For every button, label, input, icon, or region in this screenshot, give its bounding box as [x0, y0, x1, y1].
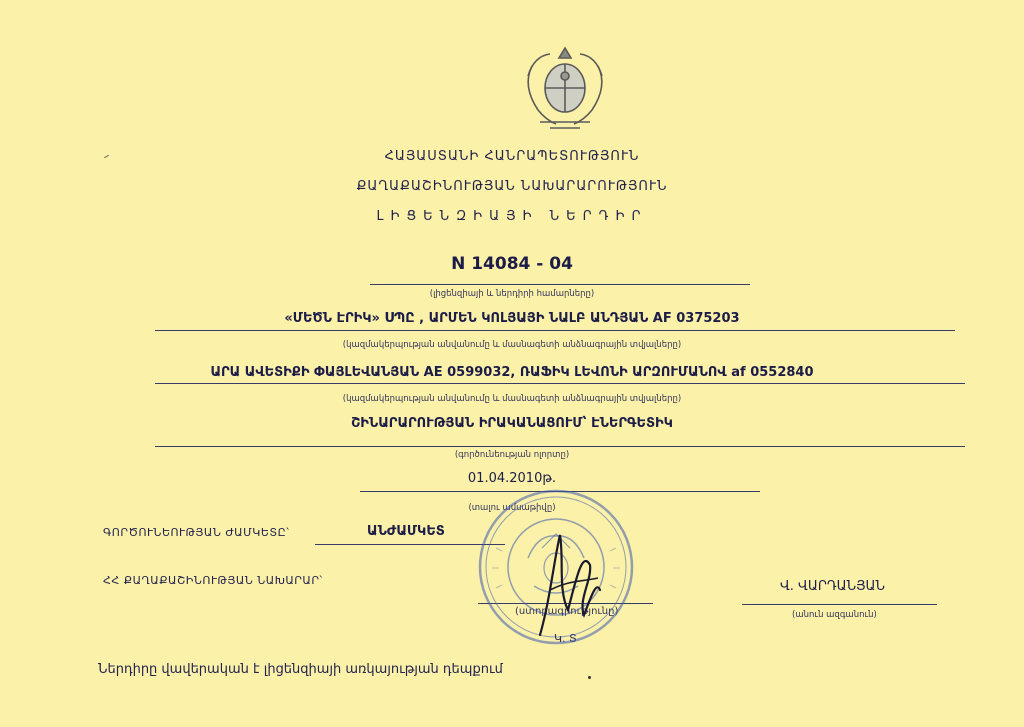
signature-caption: (ստորագրությունը)	[515, 606, 619, 617]
minister-name: Վ. ՎԱՐԴԱՆՅԱՆ	[780, 579, 885, 594]
activity-caption: (գործունեության ոլորտը)	[454, 450, 570, 460]
header-doc-type: ԼԻՑԵՆԶԻԱՅԻ ՆԵՐԴԻՐ	[376, 209, 648, 224]
holder-value: «ՄԵԾՆ ԷՐԻԿ» ՍՊԸ , ԱՐՄԵՆ ԿՈԼՅԱՅԻ ՆԱԼԲ ԱՆԴՅԱՆ AF 0375203	[284, 311, 740, 326]
issue-date-caption: (տալու ամսաթիվը)	[468, 503, 556, 513]
seal-mark: Կ. Տ	[554, 632, 577, 645]
coat-of-arms-emblem	[510, 36, 620, 136]
issue-date-value: 01.04.2010թ.	[467, 471, 557, 486]
header-ministry: ՔԱՂԱՔԱՇԻՆՈՒԹՅԱՆ ՆԱԽԱՐԱՐՈՒԹՅՈՒՆ	[356, 179, 668, 194]
license-number-caption: (լիցենզիայի և ներդիրի համարները)	[429, 289, 595, 299]
footer-note: Ներդիրը վավերական է լիցենզիայի առկայության դեպքում	[98, 662, 503, 677]
validity-value: ԱՆԺԱՄԿԵՏ	[367, 524, 445, 539]
ink-dot	[588, 676, 591, 679]
header-republic: ՀԱՅԱՍՏԱՆԻ ՀԱՆՐԱՊԵՏՈՒԹՅՈՒՆ	[384, 149, 640, 164]
holder-line	[155, 330, 955, 331]
activity-value: ՇԻՆԱՐԱՐՈՒԹՅԱՆ ԻՐԱԿԱՆԱՑՈՒՄ՝ ԷՆԵՐԳԵՏԻԿ	[351, 416, 673, 431]
specialists-value: ԱՐԱ ԱՎԵՏԻՔԻ ՓԱՅԼԵՎԱՆՅԱՆ AE 0599032, ՌԱՖԻԿ ԼԵՎՈՆԻ ԱՐԶՈՒՄԱՆՈՎ af 0552840	[210, 365, 814, 380]
minister-name-caption: (անուն ազգանուն)	[792, 610, 877, 620]
validity-label: ԳՈՐԾՈՒՆԵՈՒԹՅԱՆ ԺԱՄԿԵՏԸ՝	[103, 526, 290, 539]
license-number: N 14084 - 04	[451, 254, 573, 274]
specialists-caption: (կազմակերպության անվանումը և մասնագետի անձնագրային տվյալները)	[342, 394, 682, 404]
handwritten-signature	[520, 520, 610, 640]
minister-name-line	[742, 604, 937, 605]
specialists-line	[155, 383, 965, 384]
license-number-line	[370, 284, 750, 285]
minister-label: ՀՀ ՔԱՂԱՔԱՇԻՆՈՒԹՅԱՆ ՆԱԽԱՐԱՐ՝	[103, 574, 323, 587]
holder-caption: (կազմակերպության անվանումը և մասնագետի անձնագրային տվյալները)	[342, 340, 682, 350]
activity-line	[155, 446, 965, 447]
